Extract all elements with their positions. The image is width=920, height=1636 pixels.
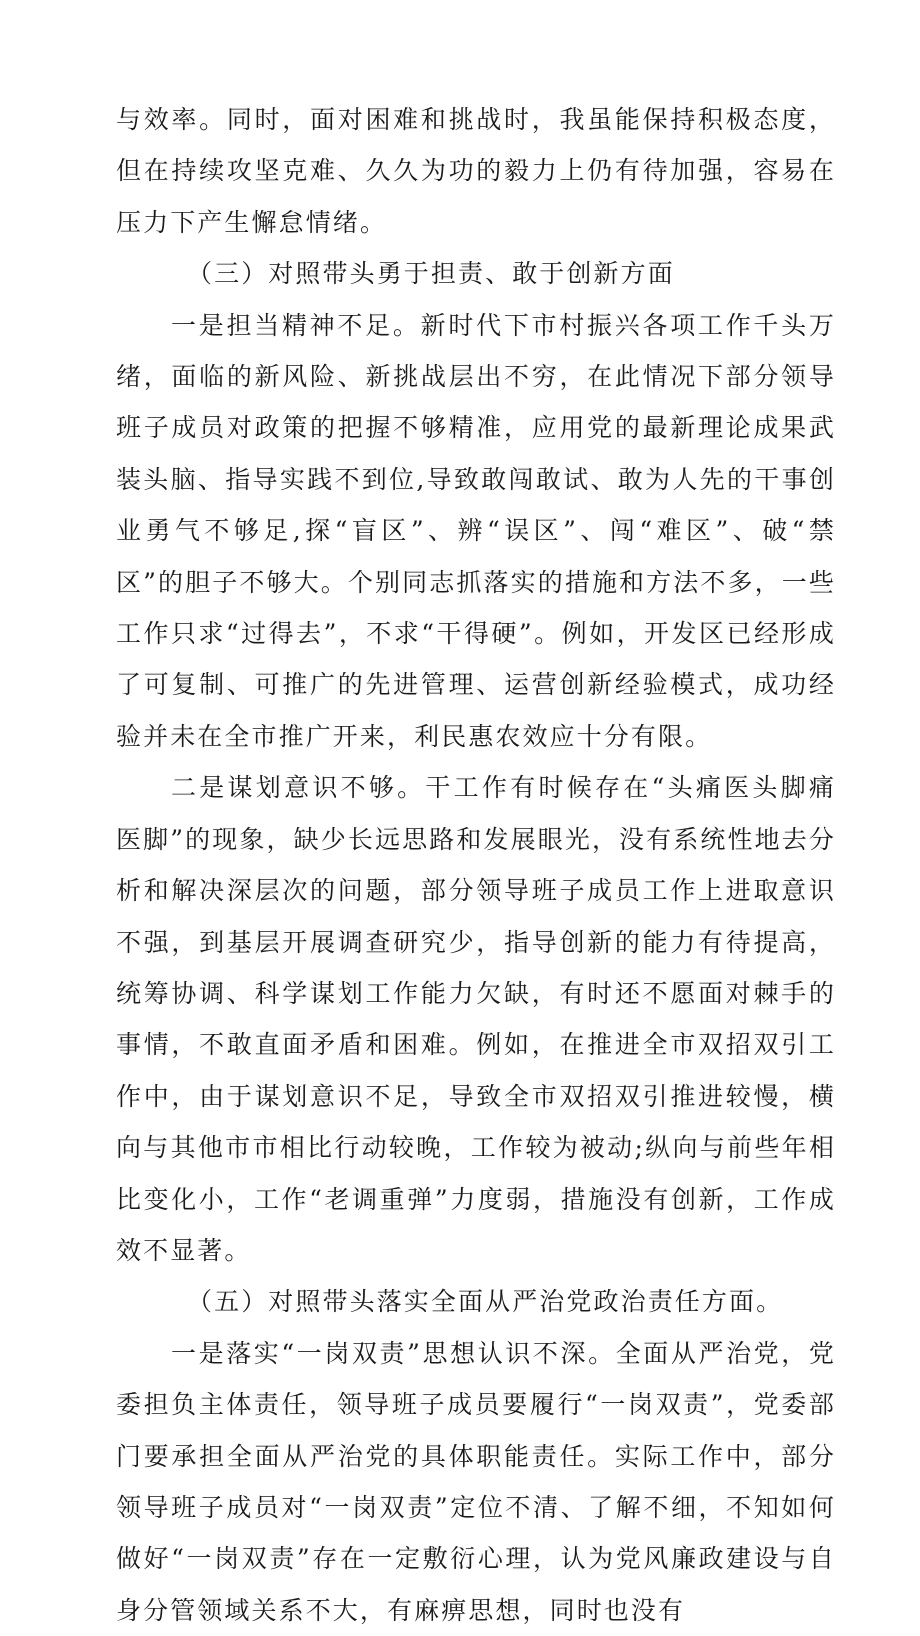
paragraph-continuation: 与效率。同时，面对困难和挑战时，我虽能保持积极态度，但在持续攻坚克难、久久为功的毅力上仍有待加强，容易在压力下产生懈怠情绪。	[116, 105, 836, 237]
section-heading-5: （五）对照带头落实全面从严治党政治责任方面。	[187, 1287, 784, 1317]
document-body	[116, 94, 836, 1636]
paragraph-section-3-item-1: 一是担当精神不足。新时代下市村振兴各项工作千头万绪，面临的新风险、新挑战层出不穷，在此情况下部分领导班子成员对政策的把握不够精准，应用党的最新理论成果武装头脑、指导实践不到位,导致敢闯敢试、敢为人先的干事创业勇气不够足,探“盲区”、辨“误区”、闯“难区”、破“禁区”的胆子不够大。个别同志抓落实的措施和方法不多，一些工作只求“过得去”，不求“干得硬”。例如，开发区已经形成了可复制、可推广的先进管理、运营创新经验模式，成功经验并未在全市推广开来，利民惠农效应十分有限。	[116, 310, 836, 751]
section-heading-3: （三）对照带头勇于担责、敢于创新方面	[187, 259, 675, 289]
paragraph-section-3-item-2: 二是谋划意识不够。干工作有时候存在“头痛医头脚痛医脚”的现象，缺少长远思路和发展眼光，没有系统性地去分析和解决深层次的问题，部分领导班子成员工作上进取意识不强，到基层开展调查研究少，指导创新的能力有待提高，统筹协调、科学谋划工作能力欠缺，有时还不愿面对棘手的事情，不敢直面矛盾和困难。例如，在推进全市双招双引工作中，由于谋划意识不足，导致全市双招双引推进较慢，横向与其他市市相比行动较晚，工作较为被动;纵向与前些年相比变化小，工作“老调重弹”力度弱，措施没有创新，工作成效不显著。	[116, 773, 836, 1265]
paragraph-section-5-item-1: 一是落实“一岗双责”思想认识不深。全面从严治党，党委担负主体责任，领导班子成员要履行“一岗双责”，党委部门要承担全面从严治党的具体职能责任。实际工作中，部分领导班子成员对“一岗双责”定位不清、了解不细，不知如何做好“一岗双责”存在一定敷衍心理，认为党风廉政建设与自身分管领域关系不大，有麻痹思想，同时也没有	[116, 1338, 836, 1625]
